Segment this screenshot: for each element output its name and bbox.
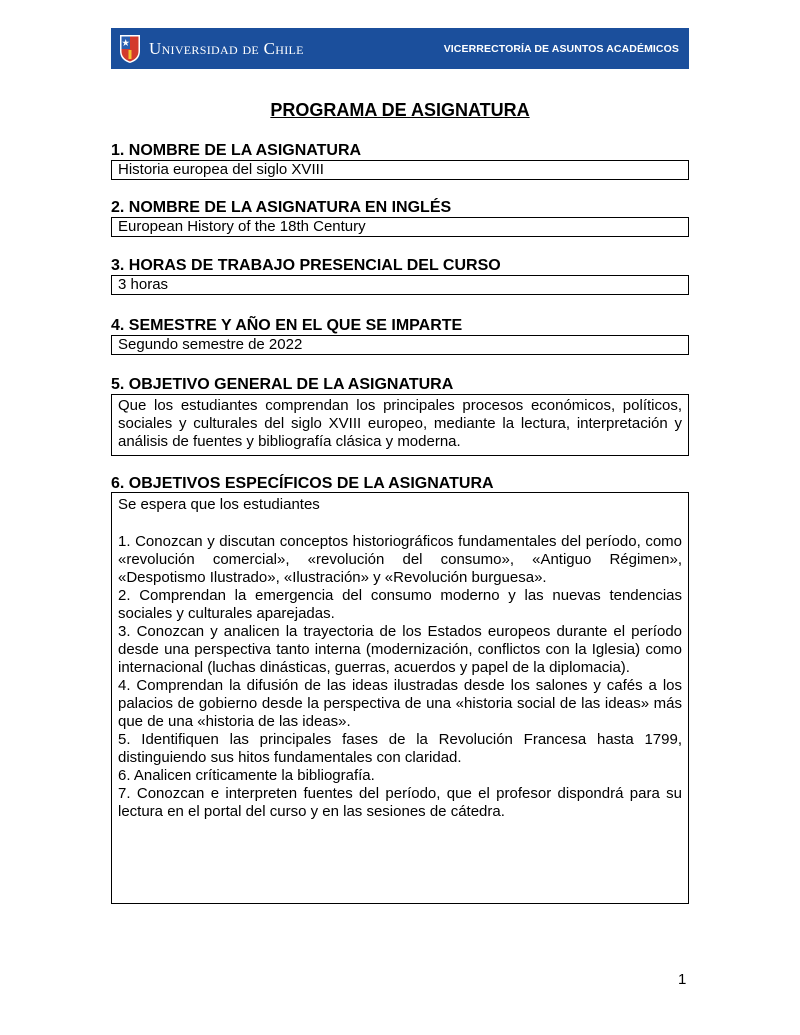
objective-item: 7. Conozcan e interpreten fuentes del período, que el profesor dispondrá para su lectura en el portal del curso y en las sesiones de cátedra. [118,785,682,820]
objective-item: 1. Conozcan y discutan conceptos historiográficos fundamentales del período, como «revolución comercial», «revolución del consumo», «Antiguo Régimen», «Despotismo Ilustrado», «Ilustración» y «Revolución burguesa». [118,533,682,586]
university-brand [119,34,304,64]
page-title: PROGRAMA DE ASIGNATURA [270,100,530,120]
section-6-heading: 6. OBJETIVOS ESPECÍFICOS DE LA ASIGNATURA [111,475,494,492]
objective-item: 6. Analicen críticamente la bibliografía. [118,767,375,784]
vicerrectoria-label: VICERRECTORÍA DE ASUNTOS ACADÉMICOS [443,42,679,55]
objective-item: 5. Identifiquen las principales fases de la Revolución Francesa hasta 1799, distinguiendo sus hitos fundamentales con claridad. [118,731,682,766]
section-6-box [111,492,689,904]
section-1-heading: 1. NOMBRE DE LA ASIGNATURA [111,142,362,159]
spacer [118,514,682,533]
section-6-intro: Se espera que los estudiantes [118,496,320,513]
section-3-heading: 3. HORAS DE TRABAJO PRESENCIAL DEL CURSO [111,257,501,274]
university-name: Universidad de Chile [149,38,304,58]
objective-item: 2. Comprendan la emergencia del consumo moderno y las nuevas tendencias sociales y culturales aparejadas. [118,587,682,622]
university-crest-icon [119,34,141,64]
section-1-value: Historia europea del siglo XVIII [111,160,689,180]
page-number: 1 [678,971,687,988]
objective-item: 4. Comprendan la difusión de las ideas ilustradas desde los salones y cafés a los palacios de gobierno desde la perspectiva de una «historia social de las ideas» más que de una «historia de las ideas». [118,677,682,730]
objective-item: 3. Conozcan y analicen la trayectoria de los Estados europeos durante el período desde una perspectiva tanto interna (modernización, conflictos con la Iglesia) como internacional (luchas dinásticas, guerras, acuerdos y papel de la diplomacia). [118,623,682,676]
header-banner [111,28,689,69]
section-4-value: Segundo semestre de 2022 [111,335,689,355]
section-2-heading: 2. NOMBRE DE LA ASIGNATURA EN INGLÉS [111,199,452,216]
section-2-value: European History of the 18th Century [111,217,689,237]
section-5-heading: 5. OBJETIVO GENERAL DE LA ASIGNATURA [111,376,454,393]
section-5-value: Que los estudiantes comprendan los principales procesos económicos, políticos, sociales y culturales del siglo XVIII europeo, mediante la lectura, interpretación y análisis de fuentes y bibliografía clásica y moderna. [111,394,689,456]
section-3-value: 3 horas [111,275,689,295]
section-4-heading: 4. SEMESTRE Y AÑO EN EL QUE SE IMPARTE [111,317,463,334]
